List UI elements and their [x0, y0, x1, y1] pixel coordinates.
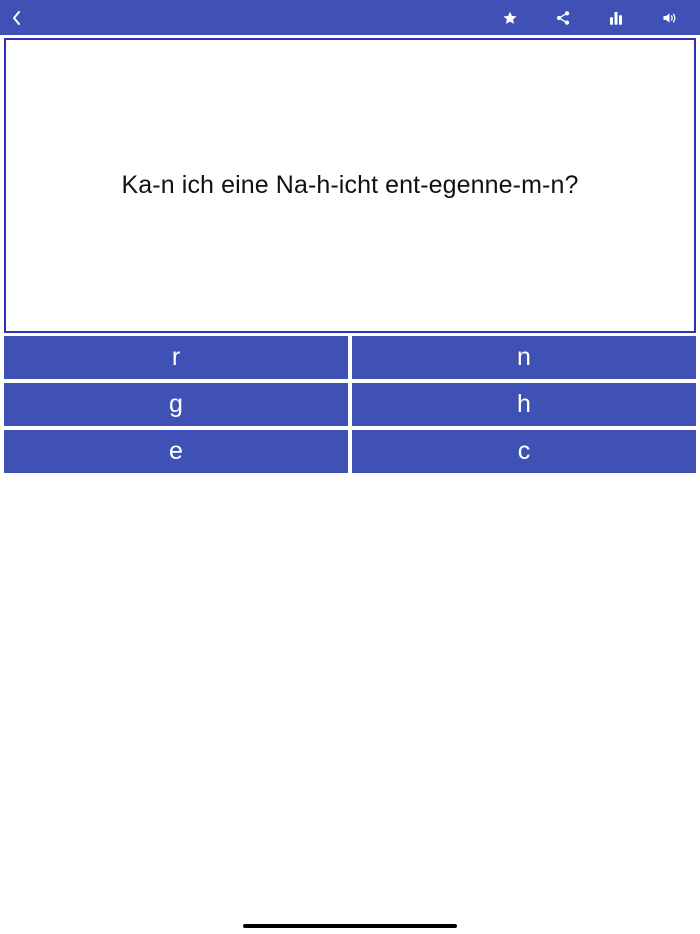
answer-button[interactable]: h	[352, 383, 696, 426]
bar-chart-icon	[608, 10, 624, 26]
question-card	[4, 38, 696, 333]
home-indicator[interactable]	[243, 924, 457, 928]
answer-grid	[4, 336, 696, 473]
share-icon	[555, 10, 571, 26]
favorite-button[interactable]	[493, 0, 527, 35]
top-toolbar	[0, 0, 700, 35]
answer-button[interactable]: r	[4, 336, 348, 379]
speaker-icon	[661, 10, 678, 26]
answer-button[interactable]: g	[4, 383, 348, 426]
star-icon	[502, 10, 518, 26]
statistics-button[interactable]	[599, 0, 633, 35]
chevron-left-icon	[11, 10, 23, 26]
answer-button[interactable]: n	[352, 336, 696, 379]
share-button[interactable]	[546, 0, 580, 35]
sound-button[interactable]	[652, 0, 686, 35]
answer-button[interactable]: e	[4, 430, 348, 473]
answer-button[interactable]: c	[352, 430, 696, 473]
question-sentence: Ka-n ich eine Na-h-icht ent-egenne-m-n?	[121, 171, 579, 199]
back-button[interactable]	[0, 0, 34, 35]
